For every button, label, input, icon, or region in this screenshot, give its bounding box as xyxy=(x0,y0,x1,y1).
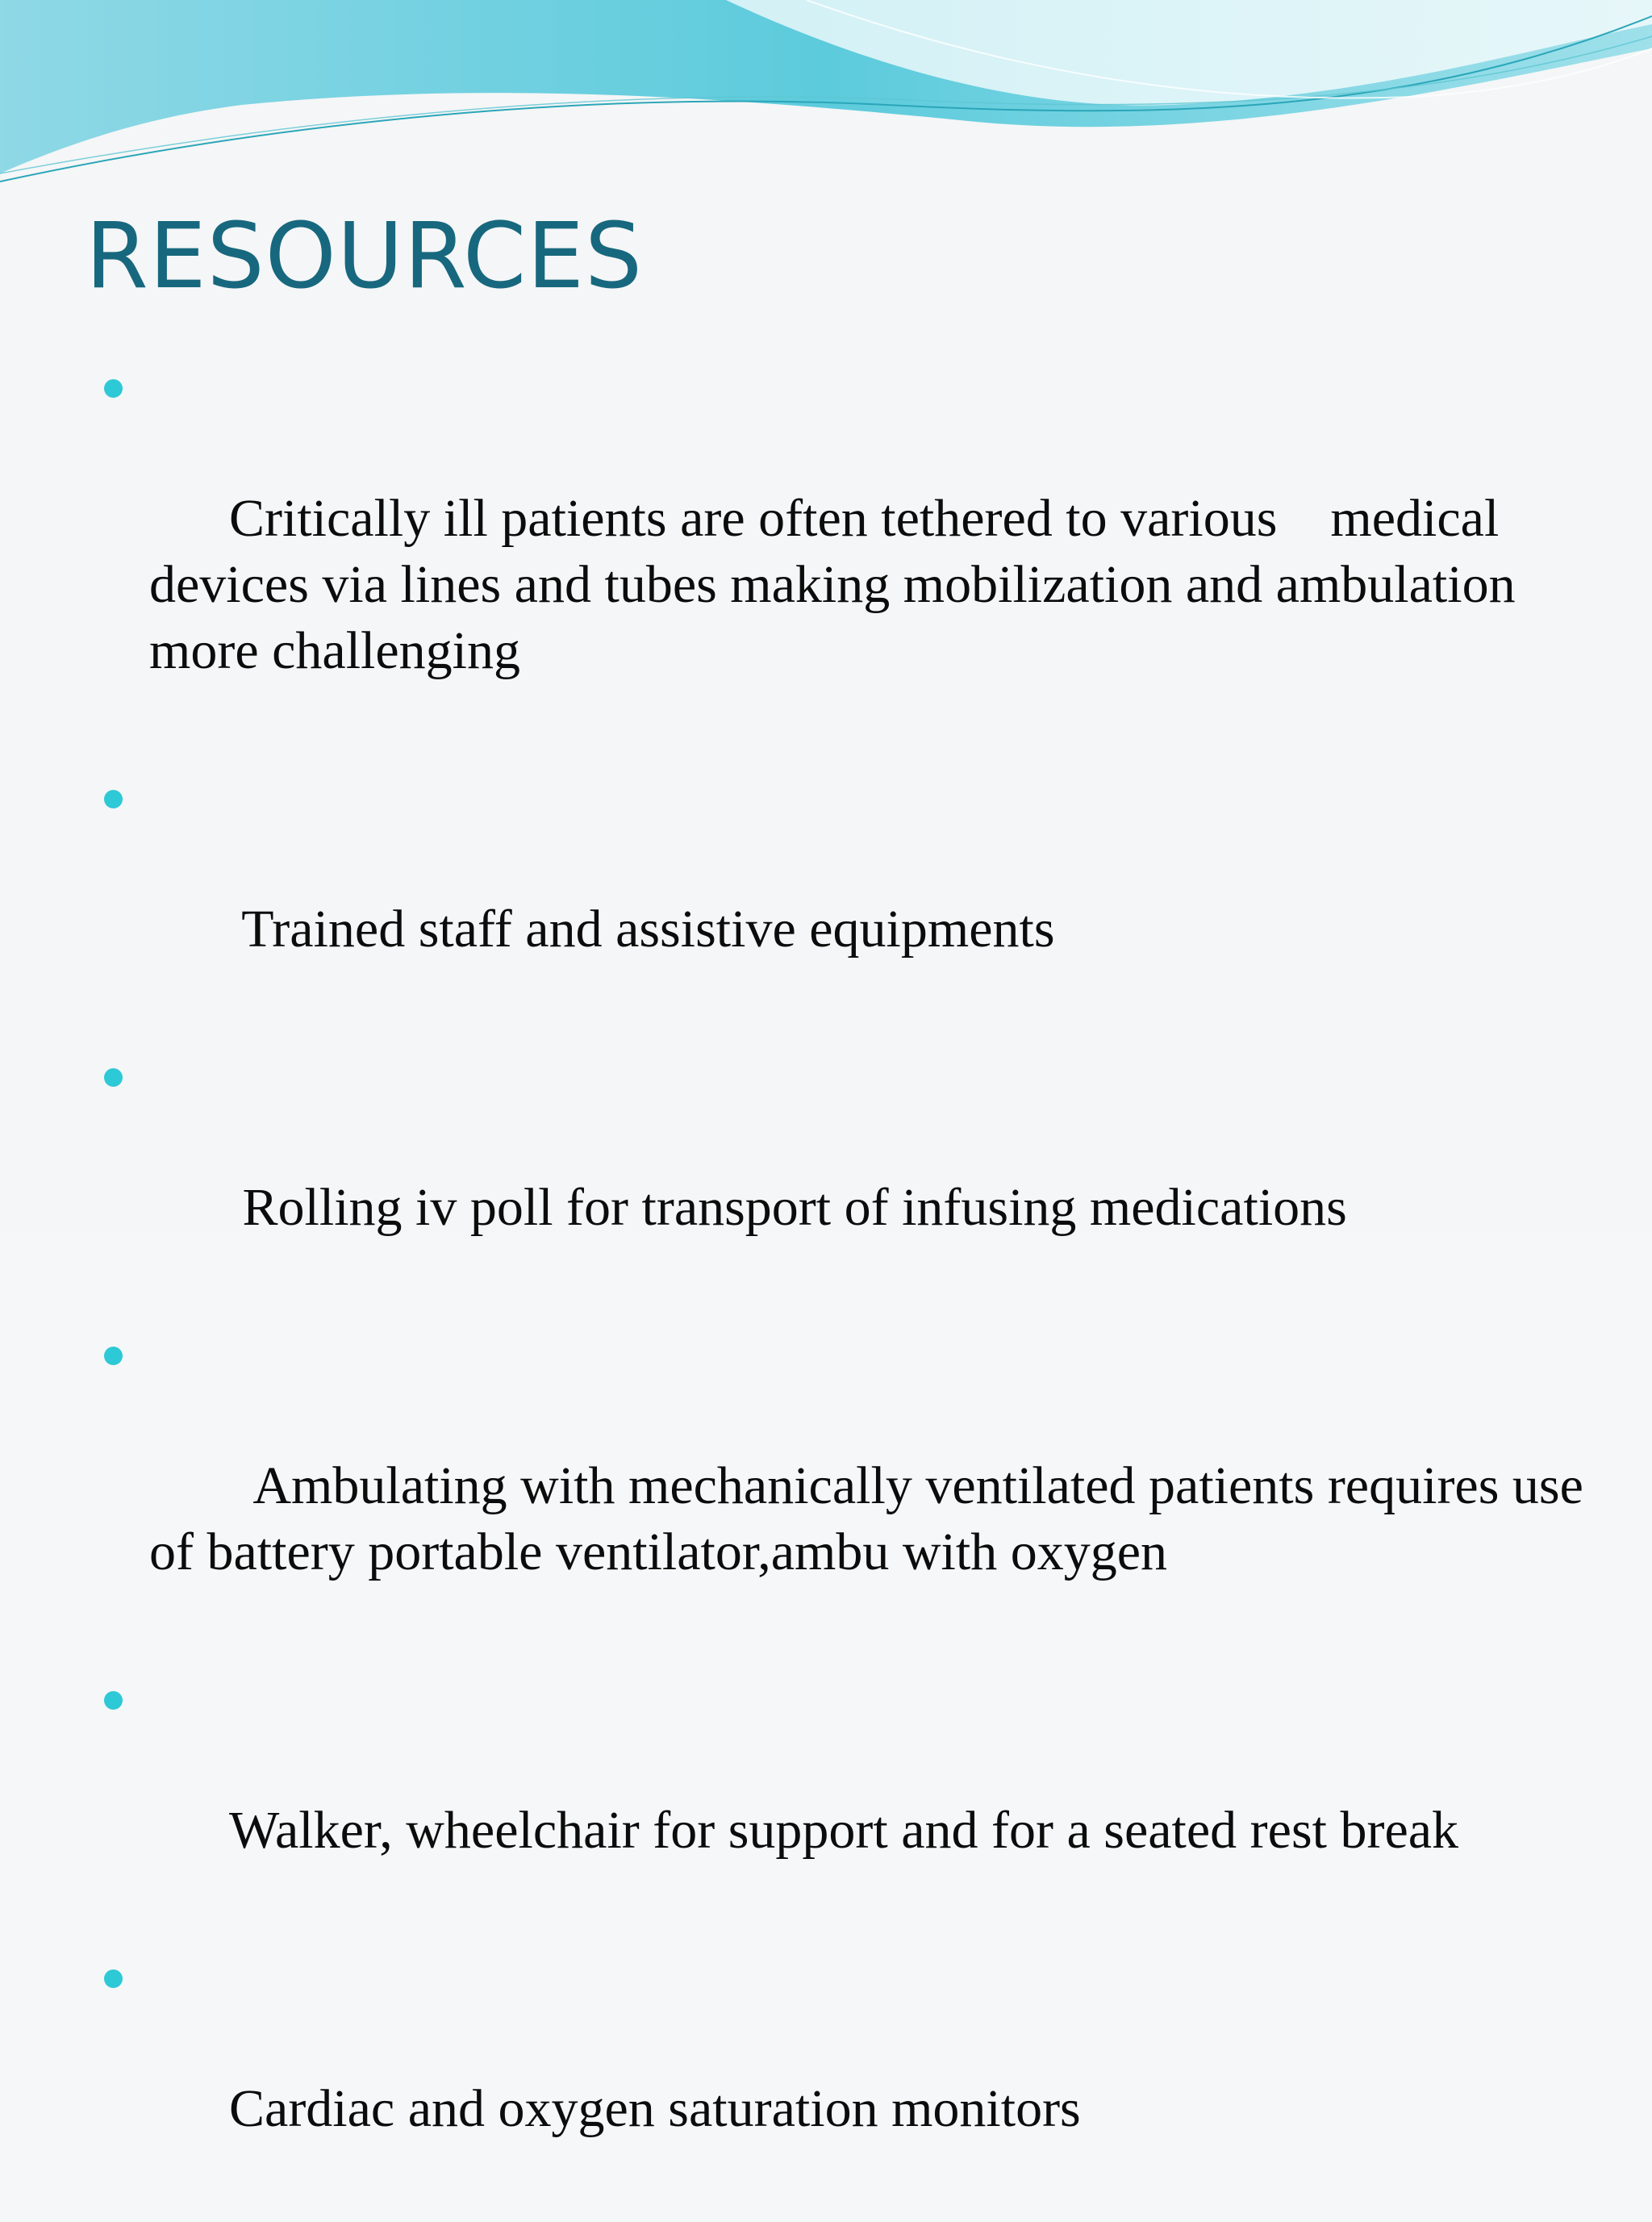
bullet-dot-icon xyxy=(104,379,123,398)
bullet-text: Cardiac and oxygen saturation monitors xyxy=(229,2079,1081,2138)
bullet-item xyxy=(101,1665,1625,1930)
bullet-text: Rolling iv poll for transport of infusing medications xyxy=(229,1178,1347,1237)
bullet-dot-icon xyxy=(104,1347,123,1365)
bullet-item xyxy=(101,764,1625,1029)
bullet-text: Trained staff and assistive equipments xyxy=(229,900,1055,959)
bullet-item xyxy=(101,1944,1625,2208)
bullet-dot-icon xyxy=(104,1068,123,1087)
bullet-dot-icon xyxy=(104,790,123,808)
bullet-text: Ambulating with mechanically ventilated patients requires use of battery portable ventilator,ambu with oxygen xyxy=(149,1456,1597,1581)
bullet-list xyxy=(101,353,1625,2222)
bullet-item xyxy=(101,1042,1625,1307)
bullet-text: Walker, wheelchair for support and for a seated rest break xyxy=(229,1801,1459,1860)
bullet-item xyxy=(101,353,1625,750)
slide-title: RESOURCES xyxy=(86,204,644,309)
bullet-dot-icon xyxy=(104,1969,123,1988)
bullet-text: Critically ill patients are often tethered to various medical devices via lines and tubes making mobilization and ambulation more challenging xyxy=(149,489,1529,680)
decorative-wave-header xyxy=(0,0,1652,194)
bullet-item xyxy=(101,1321,1625,1652)
bullet-dot-icon xyxy=(104,1691,123,1710)
